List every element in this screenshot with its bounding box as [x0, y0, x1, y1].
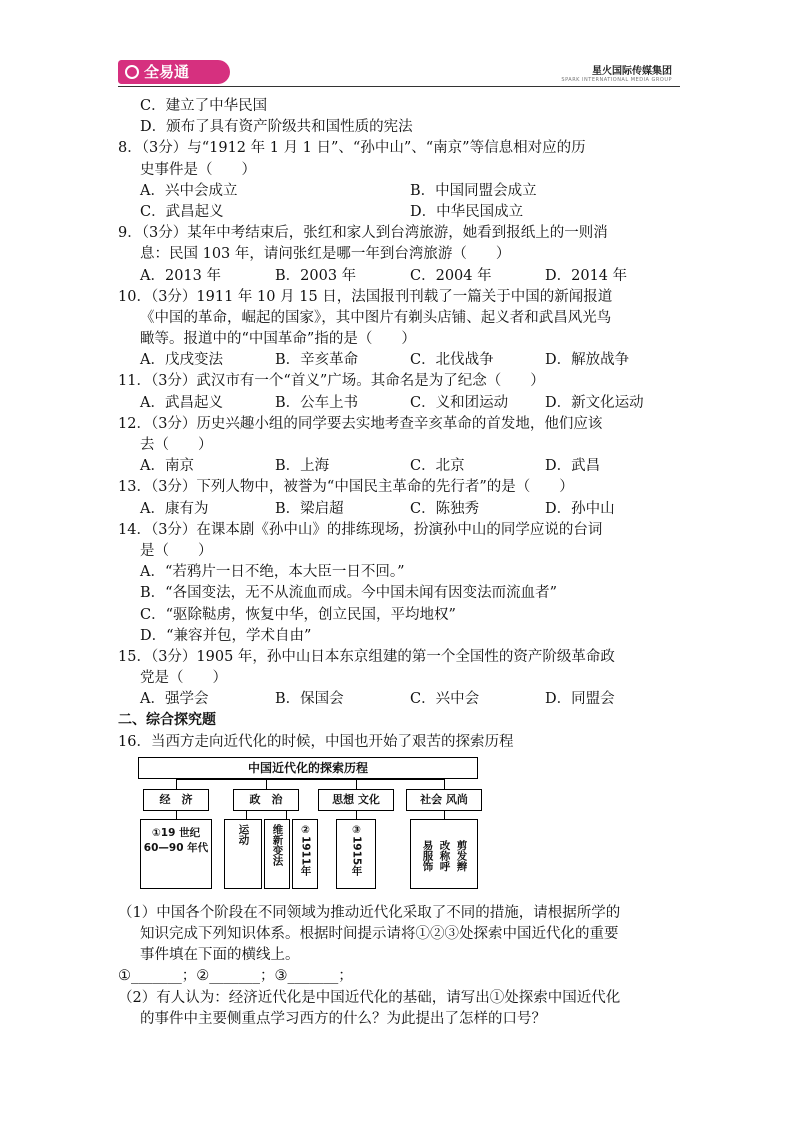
q7-option-c: C．建立了中华民国: [140, 98, 268, 114]
q15-option-a: A．强学会: [140, 691, 209, 708]
q13-option-a: A．康有为: [140, 500, 209, 517]
q9-option-c: C．2004 年: [410, 267, 492, 284]
q9-options: [118, 266, 680, 287]
diagram-connector: [176, 779, 444, 780]
diagram-connector: [176, 811, 177, 819]
q11-option-d: D．新文化运动: [545, 394, 644, 411]
q10-option-c: C．北伐战争: [410, 352, 494, 369]
brand-name-cn: 星火国际传媒集团: [592, 66, 672, 77]
diagram-connector: [246, 811, 247, 819]
q15-stem-1: 15．（3分）1905 年，孙中山日本东京组建的第一个全国性的资产阶级革命政: [118, 648, 615, 665]
q12-stem-2: 去（ ）: [140, 437, 213, 453]
q8-stem-1: 8．（3分）与“1912 年 1 月 1 日”、“孙中山”、“南京”等信息相对应的历: [118, 140, 586, 157]
page-header: [118, 58, 680, 88]
modernization-diagram: [138, 757, 478, 897]
q13-option-d: D．孙中山: [545, 500, 615, 517]
q12-option-c: C．北京: [410, 458, 465, 475]
economy-event-date: 60—90 年代: [143, 841, 209, 854]
quanyitong-logo: [118, 60, 230, 84]
diagram-connector: [356, 779, 357, 789]
category-economy: 经 济: [143, 789, 209, 811]
q11-option-c: C．义和团运动: [410, 394, 509, 411]
q11-option-a: A．武昌起义: [140, 394, 223, 411]
q16-sub1-line-1: （1）中国各个阶段在不同领域为推动近代化采取了不同的措施，请根据所学的: [118, 904, 621, 921]
q12-option-a: A．南京: [140, 458, 194, 475]
q16-sub2-line-1: （2）有人认为：经济近代化是中国近代化的基础，请写出①处探索中国近代化: [118, 989, 621, 1006]
q10-options: [118, 350, 680, 371]
q9-stem-2: 息：民国 103 年，请问张红是哪一年到台湾旅游（ ）: [140, 246, 511, 263]
q14-stem-2: 是（ ）: [140, 542, 213, 559]
diagram-connector: [444, 811, 445, 819]
q9-option-a: A．2013 年: [140, 267, 221, 284]
q14-option-a: A．“若鸦片一日不绝，本大臣一日不回。”: [140, 564, 405, 581]
custom-address-text: 改称呼: [438, 840, 451, 872]
q16-stem-1: 16．当西方走向近代化的时候，中国也开始了艰苦的探索历程: [118, 733, 514, 750]
q11-option-b: B．公车上书: [275, 394, 359, 411]
event-3-text: ③1915年: [350, 823, 363, 876]
q11-options: [118, 393, 680, 414]
q10-option-b: B．辛亥革命: [275, 352, 359, 369]
q8-stem-2: 史事件是（ ）: [140, 161, 256, 178]
q13-option-b: B．梁启超: [275, 500, 344, 517]
q8-options-cd: [118, 202, 680, 223]
q16-answer-blanks: ①_______；②_______；③_______；: [118, 968, 353, 985]
q8-option-d: D．中华民国成立: [410, 203, 524, 220]
q10-stem-3: 瞰等。报道中的“中国革命”指的是（ ）: [140, 331, 416, 348]
brand-name-en: SPARK INTERNATIONAL MEDIA GROUP: [561, 77, 672, 83]
logo-circle-icon: [125, 65, 139, 79]
politics-movement-box: [224, 819, 262, 889]
q14-option-d: D．“兼容并包，学术自由”: [140, 627, 312, 644]
q12-option-d: D．武昌: [545, 458, 601, 475]
header-divider: [118, 86, 680, 87]
q9-option-d: D．2014 年: [545, 267, 628, 284]
social-customs-box: [410, 819, 478, 889]
q14-stem-1: 14．（3分）在课本剧《孙中山》的排练现场，扮演孙中山的同学应说的台词: [118, 521, 603, 538]
economy-event-box: [140, 819, 212, 889]
q14-option-b: B．“各国变法，无不从流血而成。今中国未闻有因变法而流血者”: [140, 585, 557, 602]
diagram-connector: [444, 779, 445, 789]
logo-text: 全易通: [144, 63, 190, 81]
category-thought-culture: 思想 文化: [318, 789, 394, 811]
q13-stem-1: 13．（3分）下列人物中，被誉为“中国民主革命的先行者”的是（ ）: [118, 479, 574, 496]
q16-sub1-line-3: 事件填在下面的横线上。: [140, 947, 300, 964]
custom-dress-text: 易服饰: [421, 840, 434, 872]
q10-stem-1: 10．（3分）1911 年 10 月 15 日，法国报刊刊载了一篇关于中国的新闻报道: [118, 288, 613, 305]
politics-movement-text: 运动: [237, 823, 250, 845]
reform-text: 维新变法: [271, 823, 284, 866]
q12-option-b: B．上海: [275, 458, 330, 475]
publisher-brand: [561, 62, 672, 83]
diagram-connector: [176, 779, 177, 789]
q8-options-ab: [118, 181, 680, 202]
q10-stem-2: 《中国的革命，崛起的国家》，其中图片有剃头店铺、起义者和武昌风光鸟: [140, 309, 612, 326]
diagram-title: 中国近代化的探索历程: [138, 757, 478, 779]
q12-options: [118, 456, 680, 477]
q13-options: [118, 499, 680, 520]
category-politics: 政 治: [233, 789, 299, 811]
q7-option-d: D．颁布了具有资产阶级共和国性质的宪法: [140, 119, 413, 136]
q15-option-d: D．同盟会: [545, 691, 615, 708]
diagram-connector: [266, 779, 267, 789]
q8-option-c: C．武昌起义: [140, 203, 224, 220]
q13-option-c: C．陈独秀: [410, 500, 480, 517]
q9-stem-1: 9．（3分）某年中考结束后，张红和家人到台湾旅游，她看到报纸上的一则消: [118, 225, 608, 242]
q10-option-a: A．戊戌变法: [140, 352, 223, 369]
q15-option-b: B．保国会: [275, 691, 344, 708]
economy-event-number: ①19 世纪: [151, 826, 201, 839]
q15-stem-2: 党是（ ）: [140, 670, 227, 687]
reform-box: [264, 819, 290, 889]
q16-sub1-line-2: 知识完成下列知识体系。根据时间提示请将①②③处探索中国近代化的重要: [140, 926, 619, 942]
q15-options: [118, 689, 680, 710]
event-2-text: ②1911年: [299, 823, 312, 876]
q15-option-c: C．兴中会: [410, 691, 480, 708]
diagram-connector: [356, 811, 357, 819]
category-social-customs: 社会 风尚: [406, 789, 482, 811]
q11-stem-1: 11．（3分）武汉市有一个“首义”广场。其命名是为了纪念（ ）: [118, 373, 545, 390]
event-3-box: [336, 819, 376, 889]
q8-option-b: B．中国同盟会成立: [410, 182, 537, 199]
q16-sub2-line-2: 的事件中主要侧重点学习西方的什么？为此提出了怎样的口号？: [140, 1010, 546, 1027]
exam-content: [118, 96, 680, 1030]
q8-option-a: A．兴中会成立: [140, 182, 238, 199]
diagram-connector: [286, 811, 287, 819]
section-heading: 二、综合探究题: [118, 712, 216, 729]
custom-queue-text: 剪发辫: [455, 840, 468, 872]
q12-stem-1: 12．（3分）历史兴趣小组的同学要去实地考查辛亥革命的首发地，他们应该: [118, 415, 603, 432]
q10-option-d: D．解放战争: [545, 352, 630, 369]
q9-option-b: B．2003 年: [275, 267, 357, 284]
q14-option-c: C．“驱除鞑虏，恢复中华，创立民国，平均地权”: [140, 606, 456, 623]
event-2-box: [292, 819, 318, 889]
